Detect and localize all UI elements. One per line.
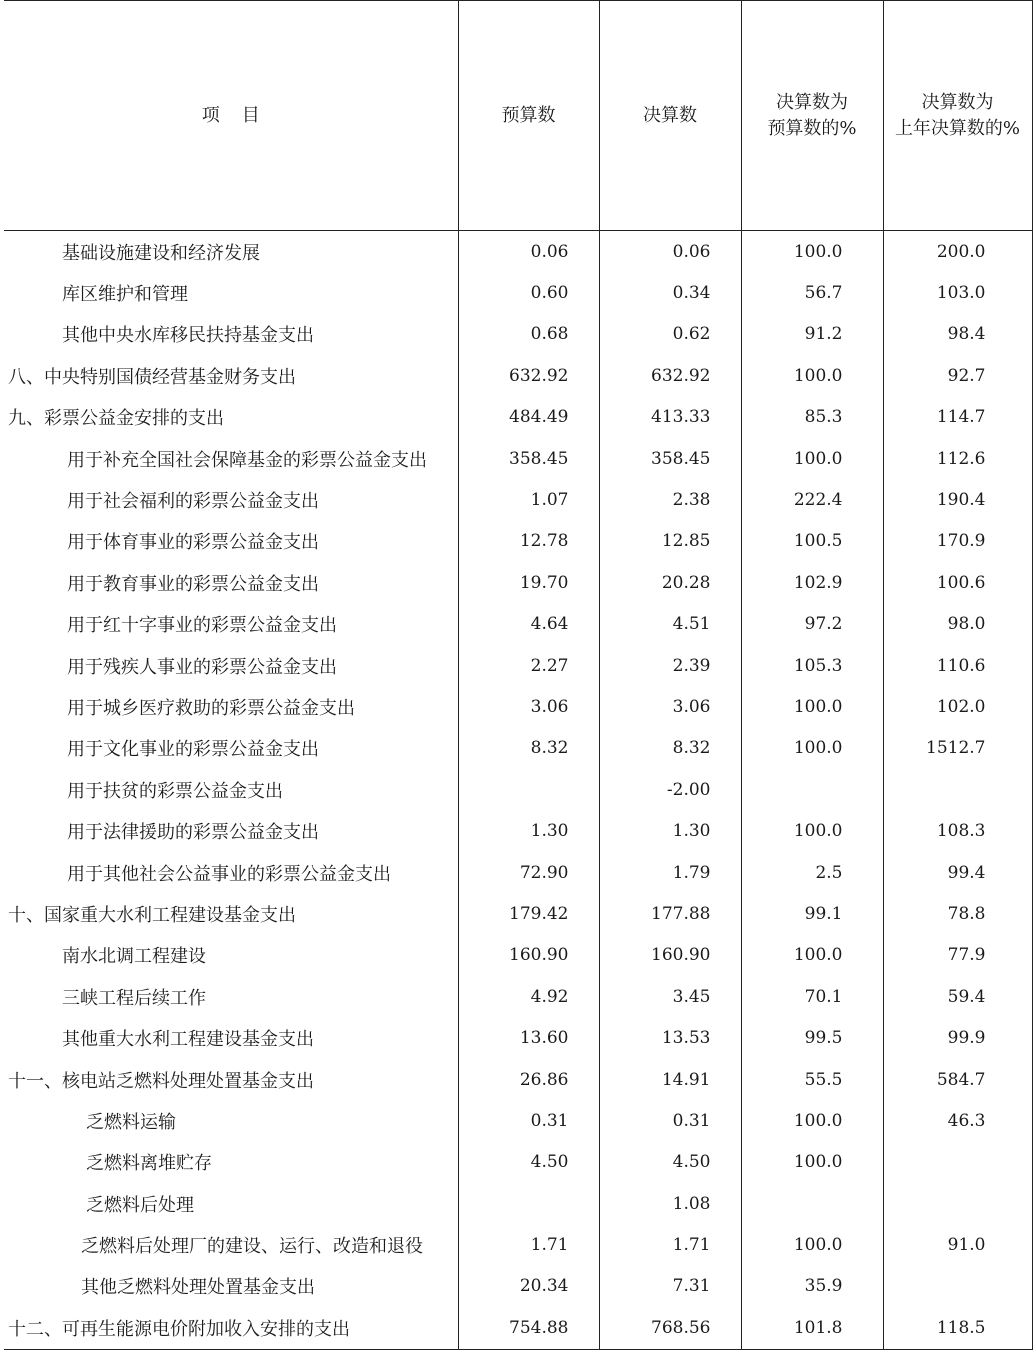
cell-item-name: 三峡工程后续工作: [62, 987, 206, 1009]
cell-item-name: 乏燃料离堆贮存: [86, 1153, 212, 1175]
cell-budget: 358.45: [458, 438, 599, 479]
table-row: [4, 728, 1032, 769]
cell-pct-prev: 584.7: [883, 1059, 1032, 1100]
cell-pct-budget: 55.5: [741, 1059, 883, 1100]
cell-budget: 3.06: [458, 686, 599, 727]
table-row: [4, 231, 1032, 273]
cell-item-name: 用于其他社会公益事业的彩票公益金支出: [67, 863, 391, 885]
table-row: [4, 1100, 1032, 1141]
cell-pct-prev: 98.0: [883, 604, 1032, 645]
cell-item-name: 用于扶贫的彩票公益金支出: [67, 780, 283, 802]
cell-pct-prev: 77.9: [883, 935, 1032, 976]
cell-pct-budget: 100.0: [741, 935, 883, 976]
table-row: [4, 935, 1032, 976]
table-row: [4, 810, 1032, 851]
cell-final: 0.06: [599, 231, 741, 273]
cell-pct-prev: 103.0: [883, 272, 1032, 313]
cell-item-name: 乏燃料后处理厂的建设、运行、改造和退役: [81, 1236, 423, 1258]
cell-final: 1.71: [599, 1224, 741, 1265]
table-row: [4, 521, 1032, 562]
cell-pct-budget: 100.0: [741, 1142, 883, 1183]
cell-item-name: 用于残疾人事业的彩票公益金支出: [67, 656, 337, 678]
cell-pct-prev: 108.3: [883, 810, 1032, 851]
cell-item-name: 乏燃料运输: [86, 1111, 176, 1133]
cell-pct-budget: 100.0: [741, 438, 883, 479]
header-item-b: 目: [241, 104, 260, 126]
table-row: [4, 438, 1032, 479]
cell-final: 2.39: [599, 645, 741, 686]
cell-pct-prev: 100.6: [883, 562, 1032, 603]
cell-budget: 1.71: [458, 1224, 599, 1265]
cell-item-name: 用于红十字事业的彩票公益金支出: [67, 615, 337, 637]
table-row: [4, 1224, 1032, 1265]
cell-item-name: 用于体育事业的彩票公益金支出: [67, 532, 319, 554]
cell-budget: 12.78: [458, 521, 599, 562]
table-row: [4, 1183, 1032, 1224]
cell-budget: 0.60: [458, 272, 599, 313]
cell-final: 413.33: [599, 397, 741, 438]
cell-item-name: 库区维护和管理: [62, 284, 188, 306]
table-row: [4, 1142, 1032, 1183]
table-row: [4, 686, 1032, 727]
cell-final: 0.34: [599, 272, 741, 313]
cell-final: 1.30: [599, 810, 741, 851]
cell-budget: 1.07: [458, 479, 599, 520]
budget-table-sheet: [4, 0, 1032, 1349]
cell-item-name: 用于文化事业的彩票公益金支出: [67, 739, 319, 761]
cell-pct-budget: 100.0: [741, 728, 883, 769]
cell-final: 160.90: [599, 935, 741, 976]
cell-budget: [458, 1183, 599, 1224]
cell-final: 1.79: [599, 852, 741, 893]
table-row: [4, 1307, 1032, 1349]
header-budget: 预算数: [458, 1, 599, 231]
cell-budget: 0.68: [458, 314, 599, 355]
cell-budget: 13.60: [458, 1017, 599, 1058]
cell-pct-prev: 114.7: [883, 397, 1032, 438]
cell-item-name: 十二、可再生能源电价附加收入安排的支出: [4, 1307, 458, 1349]
table-row: [4, 272, 1032, 313]
cell-final: 632.92: [599, 355, 741, 396]
cell-pct-budget: 100.0: [741, 231, 883, 273]
cell-final: 4.50: [599, 1142, 741, 1183]
cell-pct-prev: 92.7: [883, 355, 1032, 396]
cell-pct-budget: 100.0: [741, 355, 883, 396]
header-row: [4, 1, 1032, 231]
cell-pct-prev: [883, 1266, 1032, 1307]
table-row: [4, 852, 1032, 893]
cell-final: 0.62: [599, 314, 741, 355]
cell-pct-budget: 100.0: [741, 1100, 883, 1141]
header-pct-prev: [883, 1, 1032, 231]
cell-pct-budget: 99.1: [741, 893, 883, 934]
cell-item-name: 其他重大水利工程建设基金支出: [62, 1029, 314, 1051]
table-row: [4, 893, 1032, 934]
cell-pct-budget: 101.8: [741, 1307, 883, 1349]
cell-pct-prev: [883, 1142, 1032, 1183]
header-pct-budget-line2: 预算数的%: [767, 117, 857, 139]
cell-budget: 2.27: [458, 645, 599, 686]
cell-budget: 19.70: [458, 562, 599, 603]
cell-pct-budget: 2.5: [741, 852, 883, 893]
table-row: [4, 562, 1032, 603]
header-final: 决算数: [599, 1, 741, 231]
cell-final: 20.28: [599, 562, 741, 603]
table-row: [4, 769, 1032, 810]
cell-budget: 484.49: [458, 397, 599, 438]
cell-final: 13.53: [599, 1017, 741, 1058]
table-row: [4, 479, 1032, 520]
cell-final: 14.91: [599, 1059, 741, 1100]
table-row: [4, 355, 1032, 396]
cell-pct-prev: 170.9: [883, 521, 1032, 562]
header-item-a: 项: [201, 104, 220, 126]
cell-pct-budget: 102.9: [741, 562, 883, 603]
cell-pct-prev: 99.9: [883, 1017, 1032, 1058]
cell-pct-prev: 190.4: [883, 479, 1032, 520]
cell-pct-prev: 78.8: [883, 893, 1032, 934]
cell-budget: 754.88: [458, 1307, 599, 1349]
cell-pct-prev: 59.4: [883, 976, 1032, 1017]
cell-item-name: 用于城乡医疗救助的彩票公益金支出: [67, 697, 355, 719]
cell-pct-budget: 105.3: [741, 645, 883, 686]
cell-final: 2.38: [599, 479, 741, 520]
table-row: [4, 1266, 1032, 1307]
header-pct-budget: [741, 1, 883, 231]
cell-final: 8.32: [599, 728, 741, 769]
cell-final: 768.56: [599, 1307, 741, 1349]
cell-final: 4.51: [599, 604, 741, 645]
cell-budget: [458, 769, 599, 810]
cell-budget: 20.34: [458, 1266, 599, 1307]
cell-pct-budget: [741, 1183, 883, 1224]
cell-budget: 1.30: [458, 810, 599, 851]
table-row: [4, 397, 1032, 438]
cell-pct-budget: 70.1: [741, 976, 883, 1017]
cell-item-name: 南水北调工程建设: [62, 946, 206, 968]
cell-final: -2.00: [599, 769, 741, 810]
cell-pct-prev: 98.4: [883, 314, 1032, 355]
cell-item-name: 基础设施建设和经济发展: [62, 242, 260, 264]
table-row: [4, 976, 1032, 1017]
cell-pct-prev: 91.0: [883, 1224, 1032, 1265]
cell-budget: 0.06: [458, 231, 599, 273]
cell-pct-budget: 100.0: [741, 686, 883, 727]
cell-final: 3.45: [599, 976, 741, 1017]
cell-final: 3.06: [599, 686, 741, 727]
cell-pct-budget: 35.9: [741, 1266, 883, 1307]
cell-budget: 160.90: [458, 935, 599, 976]
cell-pct-budget: 56.7: [741, 272, 883, 313]
cell-final: 177.88: [599, 893, 741, 934]
cell-item-name: 用于社会福利的彩票公益金支出: [67, 491, 319, 513]
header-pct-budget-line1: 决算数为: [776, 91, 848, 113]
cell-pct-prev: 118.5: [883, 1307, 1032, 1349]
cell-budget: 0.31: [458, 1100, 599, 1141]
cell-budget: 4.64: [458, 604, 599, 645]
cell-final: 12.85: [599, 521, 741, 562]
cell-item-name: 十一、核电站乏燃料处理处置基金支出: [8, 1070, 314, 1092]
table-row: [4, 604, 1032, 645]
cell-item-name: 其他中央水库移民扶持基金支出: [62, 325, 314, 347]
cell-final: 0.31: [599, 1100, 741, 1141]
cell-budget: 4.50: [458, 1142, 599, 1183]
cell-budget: 632.92: [458, 355, 599, 396]
table-body: [4, 231, 1032, 1350]
cell-budget: 4.92: [458, 976, 599, 1017]
cell-budget: 72.90: [458, 852, 599, 893]
cell-item-name: 用于教育事业的彩票公益金支出: [67, 573, 319, 595]
cell-pct-prev: 1512.7: [883, 728, 1032, 769]
cell-item-name: 乏燃料后处理: [86, 1194, 194, 1216]
cell-pct-prev: [883, 769, 1032, 810]
cell-pct-budget: 222.4: [741, 479, 883, 520]
cell-final: 1.08: [599, 1183, 741, 1224]
table-row: [4, 1017, 1032, 1058]
cell-budget: 26.86: [458, 1059, 599, 1100]
cell-pct-prev: 110.6: [883, 645, 1032, 686]
cell-pct-budget: 85.3: [741, 397, 883, 438]
cell-item-name: 其他乏燃料处理处置基金支出: [81, 1277, 315, 1299]
budget-table: [4, 0, 1033, 1350]
cell-pct-prev: [883, 1183, 1032, 1224]
cell-item-name: 用于法律援助的彩票公益金支出: [67, 822, 319, 844]
table-row: [4, 1059, 1032, 1100]
cell-pct-prev: 200.0: [883, 231, 1032, 273]
header-pct-prev-line1: 决算数为: [921, 91, 994, 113]
cell-pct-prev: 112.6: [883, 438, 1032, 479]
table-row: [4, 645, 1032, 686]
cell-pct-budget: [741, 769, 883, 810]
table-row: [4, 314, 1032, 355]
cell-item-name: 用于补充全国社会保障基金的彩票公益金支出: [67, 449, 427, 471]
cell-final: 7.31: [599, 1266, 741, 1307]
cell-final: 358.45: [599, 438, 741, 479]
cell-pct-budget: 100.0: [741, 1224, 883, 1265]
cell-pct-budget: 100.5: [741, 521, 883, 562]
table-header: [4, 1, 1032, 231]
cell-item-name: 九、彩票公益金安排的支出: [8, 408, 224, 430]
cell-budget: 179.42: [458, 893, 599, 934]
cell-pct-prev: 99.4: [883, 852, 1032, 893]
cell-pct-budget: 99.5: [741, 1017, 883, 1058]
cell-pct-budget: 100.0: [741, 810, 883, 851]
cell-pct-budget: 91.2: [741, 314, 883, 355]
header-item: [4, 1, 458, 231]
cell-pct-prev: 102.0: [883, 686, 1032, 727]
cell-item-name: 十、国家重大水利工程建设基金支出: [8, 904, 296, 926]
cell-pct-budget: 97.2: [741, 604, 883, 645]
cell-budget: 8.32: [458, 728, 599, 769]
header-pct-prev-line2: 上年决算数的%: [894, 117, 1021, 139]
cell-item-name: 八、中央特别国债经营基金财务支出: [8, 366, 296, 388]
cell-pct-prev: 46.3: [883, 1100, 1032, 1141]
